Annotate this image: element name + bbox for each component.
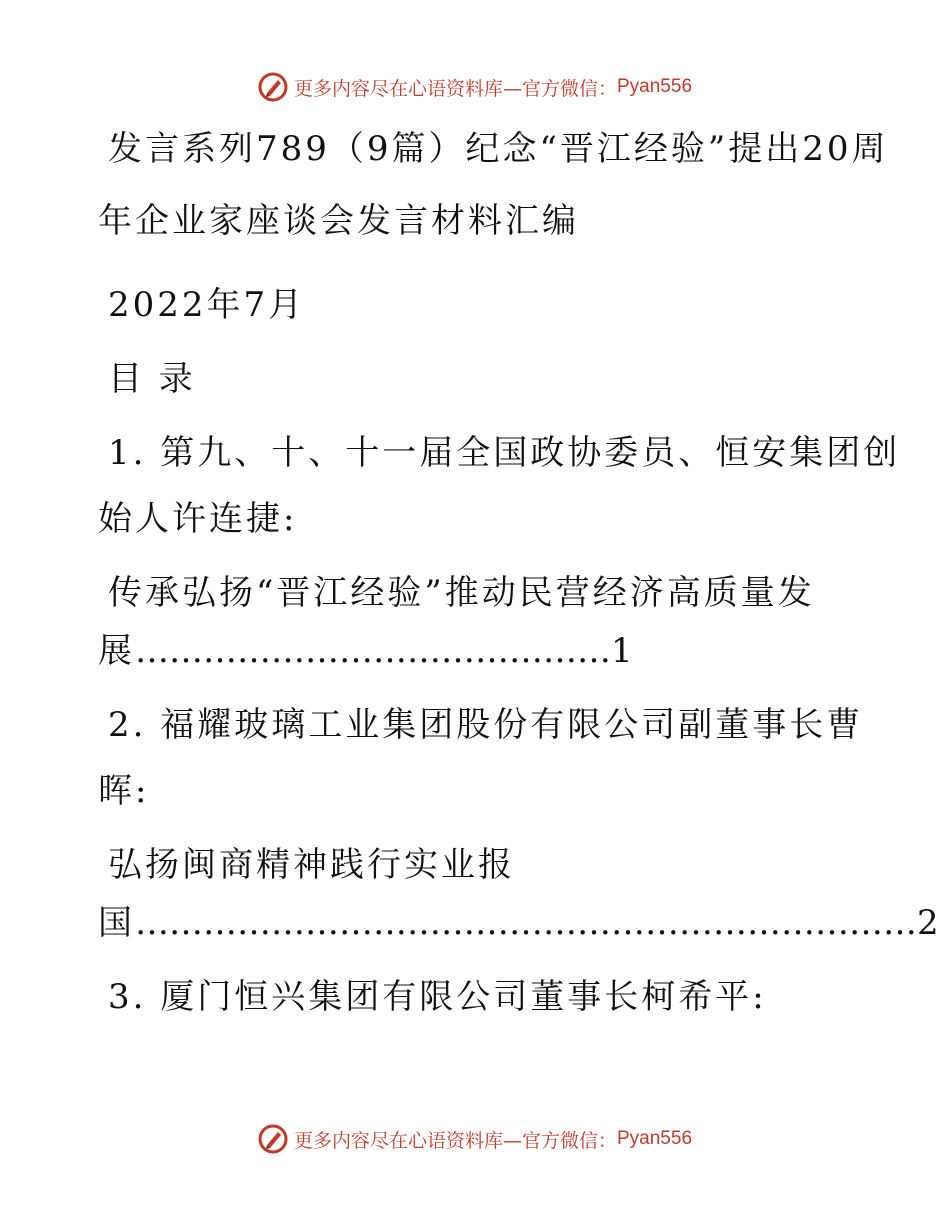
pen-logo-icon [258, 72, 288, 102]
header-banner-text: 更多内容尽在心语资料库—官方微信： [293, 77, 617, 100]
toc-entry-2-heading-line-2: 晖: [98, 771, 150, 811]
toc-entry-1-leader: …………………………………… [135, 631, 611, 671]
toc-entry-1-heading-line-1: 1. 第九、十、十一届全国政协委员、恒安集团创 [108, 433, 901, 473]
footer-banner-handle: Pyan556 [617, 1128, 693, 1149]
footer-banner [0, 1124, 950, 1154]
toc-entry-2-title-tail: 国 [98, 903, 135, 943]
header-banner-handle: Pyan556 [617, 76, 693, 97]
doc-title-line-1: 发言系列789（9篇）纪念“晋江经验”提出20周 [108, 129, 889, 169]
toc-entry-1-page: 1 [611, 631, 636, 671]
header-banner [0, 72, 950, 102]
toc-entry-2-leader: …………………………………………………………… [135, 903, 917, 943]
toc-entry-1-heading-line-2: 始人许连捷: [98, 499, 298, 539]
toc-entry-2-heading-line-1: 2. 福耀玻璃工业集团股份有限公司副董事长曹 [108, 705, 864, 745]
pen-logo-icon [258, 1124, 288, 1154]
toc-entry-1-title-tail: 展 [98, 631, 135, 671]
toc-entry-2-title-line-2[interactable] [98, 894, 942, 952]
toc-entry-2-page: 2 [917, 903, 942, 943]
toc-entry-1-title-line-2[interactable] [98, 622, 858, 680]
toc-entry-1-title-line-1: 传承弘扬“晋江经验”推动民营经济高质量发 [108, 573, 815, 613]
doc-title-line-2: 年企业家座谈会发言材料汇编 [98, 201, 579, 241]
toc-heading: 目 录 [108, 359, 196, 399]
doc-date: 2022年7月 [108, 285, 306, 325]
document-body [98, 120, 942, 1026]
footer-banner-text: 更多内容尽在心语资料库—官方微信： [293, 1129, 617, 1152]
toc-entry-2-title-line-1: 弘扬闽商精神践行实业报 [108, 845, 515, 885]
toc-entry-3-heading-line-1: 3. 厦门恒兴集团有限公司董事长柯希平: [108, 977, 767, 1017]
